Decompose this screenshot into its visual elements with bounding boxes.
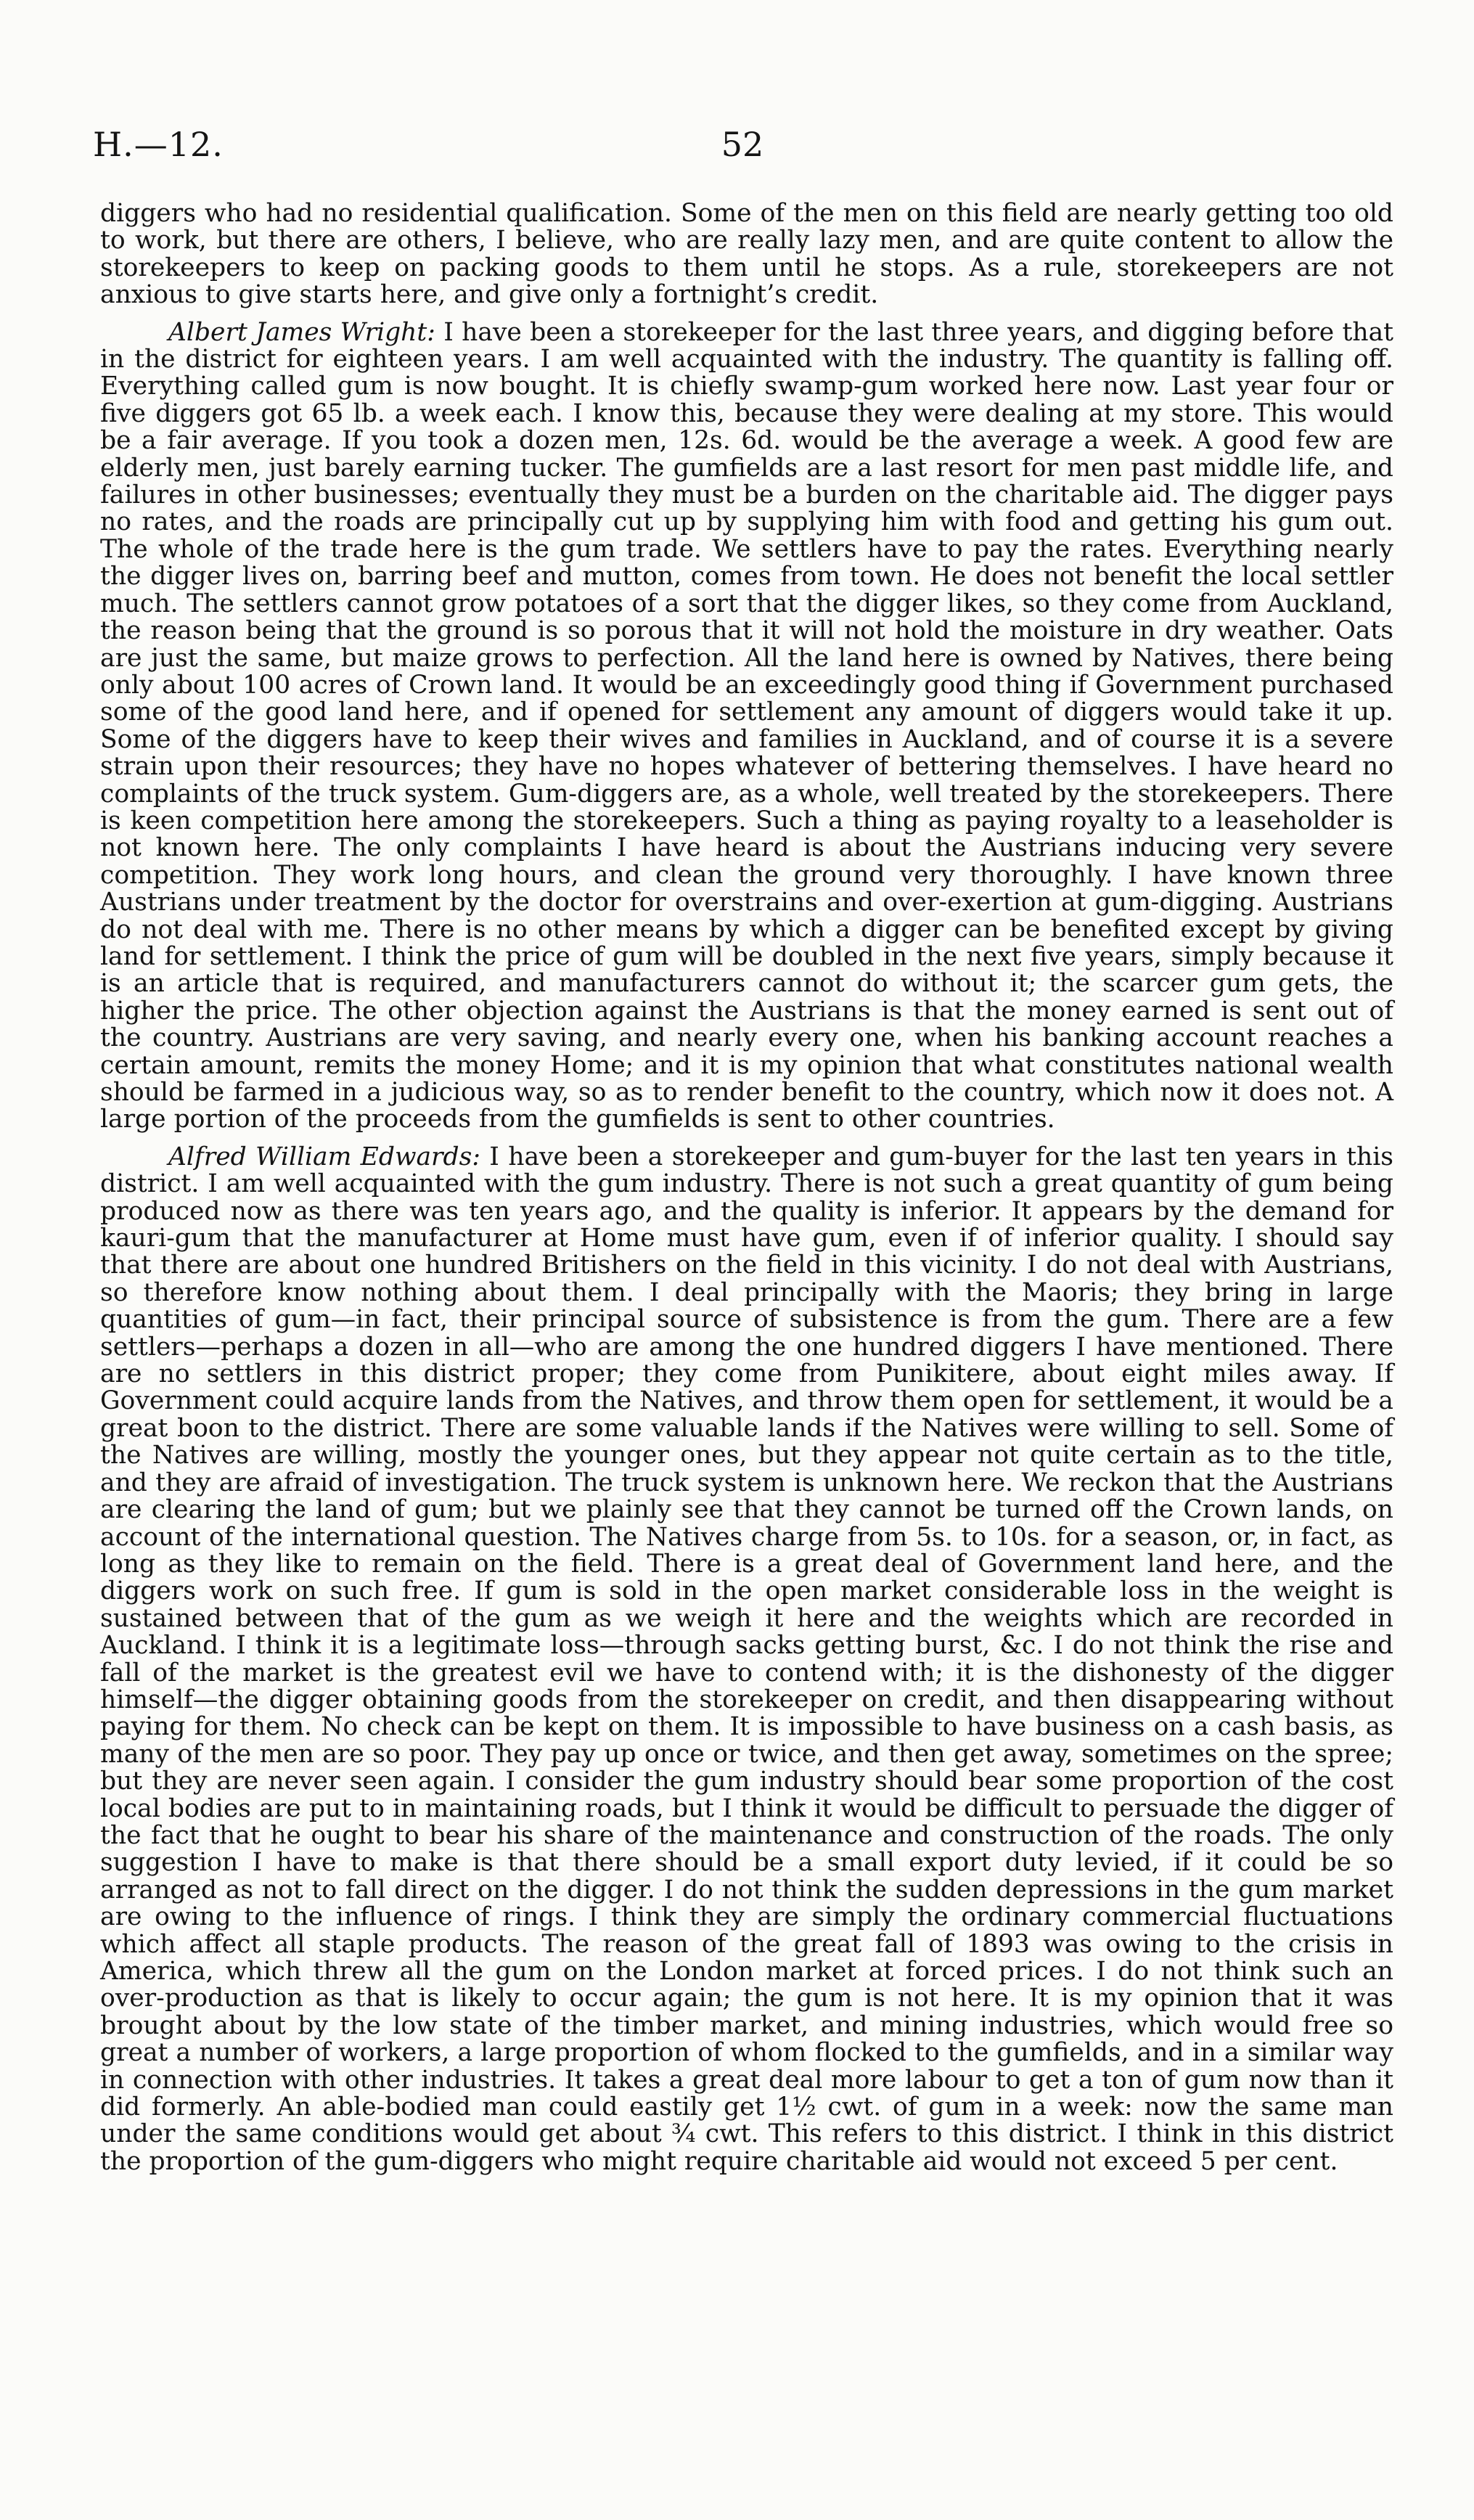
document-reference: H.—12. xyxy=(93,125,224,164)
speaker-name: Albert James Wright xyxy=(168,317,427,347)
page-number: 52 xyxy=(721,125,764,164)
speaker-colon: : xyxy=(427,317,444,347)
body-text xyxy=(100,200,1393,2185)
testimony-paragraph xyxy=(100,319,1393,1134)
page-header xyxy=(93,125,1392,168)
paragraph-continuation xyxy=(100,200,1393,309)
speaker-name: Alfred William Edwards xyxy=(168,1142,472,1171)
speaker-colon: : xyxy=(472,1142,490,1171)
paragraph-text: diggers who had no residential qualification. Some of the men on this field are nearly getting too old to work, but there are others, I believe, who are really lazy men, and are quite content to allow the storekeepers to keep on packing goods to them until he stops. As a rule, storekeepers are not anxious to give starts here, and give only a fortnight’s credit. xyxy=(100,199,1393,310)
paragraph-text: I have been a storekeeper for the last three years, and digging before that in the district for eighteen years. I am well acquainted with the industry. The quantity is falling off. Everything called gum is now bought. It is chiefly swamp-gum worked here now. Last year four or five diggers got 65 lb. a week each. I know this, because they were dealing at my store. This would be a fair average. If you took a dozen men, 12s. 6d. would be the average a week. A good few are elderly men, just barely earning tucker. The gumfields are a last resort for men past middle life, and failures in other businesses; eventually they must be a burden on the charitable aid. The digger pays no rates, and the roads are principally cut up by supplying him with food and getting his gum out. The whole of the trade here is the gum trade. We settlers have to pay the rates. Everything nearly the digger lives on, barring beef and mutton, comes from town. He does not benefit the local settler much. The settlers cannot grow potatoes of a sort that the digger likes, so they come from Auckland, the reason being that the ground is so porous that it will not hold the moisture in dry weather. Oats are just the same, but maize grows to perfection. All the land here is owned by Natives, there being only about 100 acres of Crown land. It would be an exceedingly good thing if Government purchased some of the good land here, and if opened for settlement any amount of diggers would take it up. Some of the diggers have to keep their wives and families in Auckland, and of course it is a severe strain upon their resources; they have no hopes whatever of bettering themselves. I have heard no complaints of the truck system. Gum-diggers are, as a whole, well treated by the storekeepers. There is keen competition here among the storekeepers. Such a thing as paying royalty to a leaseholder is not known here. The only complaints I have heard is about the Austrians inducing very severe competition. They work long hours, and clean the ground very thoroughly. I have known three Austrians under treatment by the doctor for overstrains and over-exertion at gum-digging. Austrians do not deal with me. There is no other means by which a digger can be benefited except by giving land for settlement. I think the price of gum will be doubled in the next five years, simply because it is an article that is required, and manufacturers cannot do without it; the scarcer gum gets, the higher the price. The other objection against the Austrians is that the money earned is sent out of the country. Austrians are very saving, and nearly every one, when his banking account reaches a certain amount, remits the money Home; and it is my opinion that what constitutes national wealth should be farmed in a judicious way, so as to render benefit to the country, which now it does not. A large portion of the proceeds from the gumfields is sent to other countries. xyxy=(100,317,1393,1134)
paragraph-text: I have been a storekeeper and gum-buyer for the last ten years in this district. I am well acquainted with the gum industry. There is not such a great quantity of gum being produced now as there was ten years ago, and the quality is inferior. It appears by the demand for kauri-gum that the manufacturer at Home must have gum, even if of inferior quality. I should say that there are about one hundred Britishers on the field in this vicinity. I do not deal with Austrians, so therefore know nothing about them. I deal principally with the Maoris; they bring in large quantities of gum—in fact, their principal source of subsistence is from the gum. There are a few settlers—perhaps a dozen in all—who are among the one hundred diggers I have mentioned. There are no settlers in this district proper; they come from Punikitere, about eight miles away. If Government could acquire lands from the Natives, and throw them open for settlement, it would be a great boon to the district. There are some valuable lands if the Natives were willing to sell. Some of the Natives are willing, mostly the younger ones, but they appear not quite certain as to the title, and they are afraid of investigation. The truck system is unknown here. We reckon that the Austrians are clearing the land of gum; but we plainly see that they cannot be turned off the Crown lands, on account of the international question. The Natives charge from 5s. to 10s. for a season, or, in fact, as long as they like to remain on the field. There is a great deal of Government land here, and the diggers work on such free. If gum is sold in the open market considerable loss in the weight is sustained between that of the gum as we weigh it here and the weights which are recorded in Auckland. I think it is a legitimate loss—through sacks getting burst, &c. I do not think the rise and fall of the market is the greatest evil we have to contend with; it is the dishonesty of the digger himself—the digger obtaining goods from the storekeeper on credit, and then disappearing without paying for them. No check can be kept on them. It is impossible to have business on a cash basis, as many of the men are so poor. They pay up once or twice, and then get away, sometimes on the spree; but they are never seen again. I consider the gum industry should bear some proportion of the cost local bodies are put to in maintaining roads, but I think it would be difficult to persuade the digger of the fact that he ought to bear his share of the maintenance and construction of the roads. The only suggestion I have to make is that there should be a small export duty levied, if it could be so arranged as not to fall direct on the digger. I do not think the sudden depressions in the gum market are owing to the influence of rings. I think they are simply the ordinary commercial fluctuations which affect all staple products. The reason of the great fall of 1893 was owing to the crisis in America, which threw all the gum on the London market at forced prices. I do not think such an over-production as that is likely to occur again; the gum is not here. It is my opinion that it was brought about by the low state of the timber market, and mining industries, which would free so great a number of workers, a large proportion of whom flocked to the gumfields, and in a similar way in connection with other industries. It takes a great deal more labour to get a ton of gum now than it did formerly. An able-bodied man could eastily get 1½ cwt. of gum in a week: now the same man under the same conditions would get about ¾ cwt. This refers to this district. I think in this district the proportion of the gum-diggers who might require charitable aid would not exceed 5 per cent. xyxy=(100,1142,1393,2176)
testimony-paragraph xyxy=(100,1144,1393,2175)
